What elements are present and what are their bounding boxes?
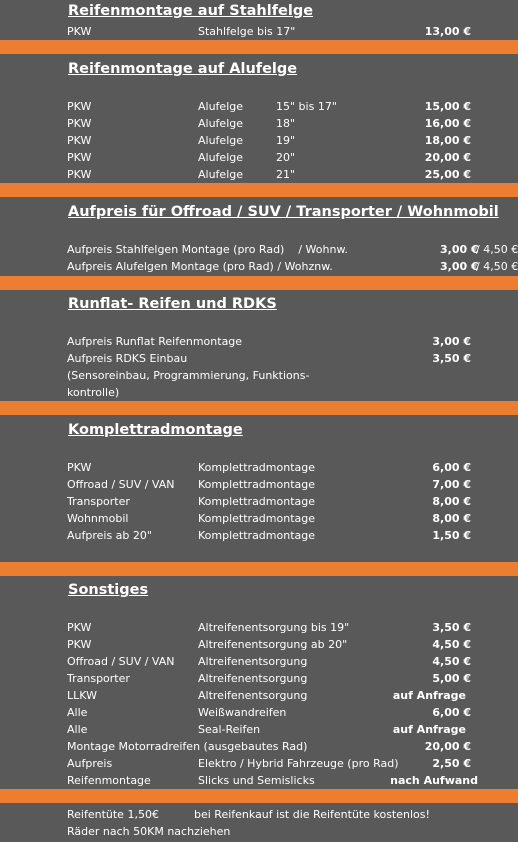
rim-type: Alufelge: [198, 117, 243, 130]
price-value: 6,00 €: [432, 461, 471, 474]
service-desc: Montage Motorradreifen (ausgebautes Rad): [67, 740, 308, 753]
price-value: 7,00 €: [432, 478, 471, 491]
service-desc: Altreifenentsorgung: [198, 689, 308, 702]
section-title-stahlfelge: Reifenmontage auf Stahlfelge: [68, 3, 314, 19]
price-row: [0, 772, 518, 789]
service-desc: Altreifenentsorgung ab 20": [198, 638, 348, 651]
vehicle-type: Transporter: [67, 672, 130, 685]
service-desc: Altreifenentsorgung: [198, 672, 308, 685]
vehicle-type: Offroad / SUV / VAN: [67, 655, 175, 668]
section-separator: [0, 789, 518, 803]
section-separator: [0, 562, 518, 576]
vehicle-type: Reifenmontage: [67, 774, 151, 787]
price-value: auf Anfrage: [392, 723, 466, 736]
footer-retighten-note: Räder nach 50KM nachziehen: [67, 825, 231, 838]
price-value: 18,00 €: [424, 134, 471, 147]
rim-type: Alufelge: [198, 100, 243, 113]
price-row: [0, 755, 518, 772]
service-desc: Komplettradmontage: [198, 478, 316, 491]
price-value: 2,50 €: [432, 757, 471, 770]
price-value: 1,50 €: [432, 529, 471, 542]
price-value: 8,00 €: [432, 495, 471, 508]
footer-bag-note: bei Reifenkauf ist die Reifentüte kostenlos!: [194, 808, 430, 821]
price-value: 13,00 €: [424, 25, 471, 38]
note-line: kontrolle): [67, 386, 120, 399]
rim-size: 21": [276, 168, 296, 181]
price-row: [0, 670, 518, 687]
price-row: [0, 166, 518, 183]
price-row: [0, 619, 518, 636]
price-value-alt: / 4,50 €: [476, 260, 518, 273]
service-desc: Altreifenentsorgung bis 19": [198, 621, 350, 634]
vehicle-type: PKW: [67, 25, 92, 38]
service-desc: Weißwandreifen: [198, 706, 287, 719]
service-desc: Komplettradmontage: [198, 461, 316, 474]
price-value: 4,50 €: [432, 655, 471, 668]
service-desc: Stahlfelge bis 17": [198, 25, 296, 38]
vehicle-type: PKW: [67, 134, 92, 147]
price-row: [0, 258, 518, 275]
price-value: 16,00 €: [424, 117, 471, 130]
price-row: [0, 721, 518, 738]
price-row: [0, 738, 518, 755]
rim-size: 19": [276, 134, 296, 147]
footer-row: [0, 806, 518, 823]
price-value: 3,50 €: [432, 621, 471, 634]
vehicle-type: Transporter: [67, 495, 130, 508]
section-title-komplettradmontage: Komplettradmontage: [68, 422, 243, 438]
price-value: 20,00 €: [424, 740, 471, 753]
rim-type: Alufelge: [198, 151, 243, 164]
price-value: 3,00 €: [432, 335, 471, 348]
service-desc: Elektro / Hybrid Fahrzeuge (pro Rad): [198, 757, 399, 770]
vehicle-type: Offroad / SUV / VAN: [67, 478, 175, 491]
section-title-sonstiges: Sonstiges: [68, 582, 149, 598]
price-value: 6,00 €: [432, 706, 471, 719]
section-title-runflat: Runflat- Reifen und RDKS: [68, 296, 277, 312]
price-value-alt: / 4,50 €: [476, 243, 518, 256]
rim-type: Alufelge: [198, 168, 243, 181]
vehicle-type: PKW: [67, 100, 92, 113]
price-row: [0, 333, 518, 350]
vehicle-type: Aufpreis ab 20": [67, 529, 152, 542]
price-value: 3,00 €: [440, 243, 479, 256]
price-row: [0, 149, 518, 166]
surcharge-desc: Aufpreis Alufelgen Montage (pro Rad) / Wohznw.: [67, 260, 333, 273]
vehicle-type: Alle: [67, 723, 88, 736]
price-row: [0, 98, 518, 115]
price-value: auf Anfrage: [392, 689, 466, 702]
price-value: 3,50 €: [432, 352, 471, 365]
rim-size: 20": [276, 151, 296, 164]
price-value: 20,00 €: [424, 151, 471, 164]
price-row: [0, 636, 518, 653]
price-value: 8,00 €: [432, 512, 471, 525]
section-title-alufelge: Reifenmontage auf Alufelge: [68, 61, 298, 77]
vehicle-type: Wohnmobil: [67, 512, 129, 525]
note-line: (Sensoreinbau, Programmierung, Funktions-: [67, 369, 310, 382]
service-desc: Aufpreis RDKS Einbau: [67, 352, 188, 365]
price-row: [0, 23, 518, 40]
price-row: [0, 350, 518, 367]
section-separator: [0, 276, 518, 290]
price-row: [0, 704, 518, 721]
rim-size: 15" bis 17": [276, 100, 337, 113]
section-separator: [0, 40, 518, 54]
vehicle-type: PKW: [67, 621, 92, 634]
service-desc: Slicks und Semislicks: [198, 774, 315, 787]
service-desc: Komplettradmontage: [198, 512, 316, 525]
vehicle-type: PKW: [67, 168, 92, 181]
price-value: 4,50 €: [432, 638, 471, 651]
price-row: [0, 241, 518, 258]
vehicle-type: PKW: [67, 151, 92, 164]
price-value: 5,00 €: [432, 672, 471, 685]
vehicle-type: LLKW: [67, 689, 97, 702]
price-row: [0, 132, 518, 149]
vehicle-type: Alle: [67, 706, 88, 719]
rim-type: Alufelge: [198, 134, 243, 147]
price-row: [0, 476, 518, 493]
price-row: [0, 510, 518, 527]
section-separator: [0, 401, 518, 415]
section-separator: [0, 183, 518, 197]
service-desc: Komplettradmontage: [198, 529, 316, 542]
price-row: [0, 493, 518, 510]
service-desc: Aufpreis Runflat Reifenmontage: [67, 335, 243, 348]
price-row: [0, 527, 518, 544]
surcharge-desc: Aufpreis Stahlfelgen Montage (pro Rad) / Wohnw.: [67, 243, 348, 256]
rim-size: 18": [276, 117, 296, 130]
price-row: [0, 653, 518, 670]
footer-bag-price: Reifentüte 1,50€: [67, 808, 159, 821]
price-value: nach Aufwand: [390, 774, 478, 787]
vehicle-type: PKW: [67, 638, 92, 651]
service-desc: Seal-Reifen: [198, 723, 261, 736]
service-desc: Komplettradmontage: [198, 495, 316, 508]
price-row: [0, 687, 518, 704]
vehicle-type: Aufpreis: [67, 757, 113, 770]
price-value: 15,00 €: [424, 100, 471, 113]
vehicle-type: PKW: [67, 461, 92, 474]
section-title-aufpreis-offroad: Aufpreis für Offroad / SUV / Transporter / Wohnmobil: [68, 204, 499, 220]
price-value: 3,00 €: [440, 260, 479, 273]
footer-row: [0, 823, 518, 840]
price-value: 25,00 €: [424, 168, 471, 181]
service-desc: Altreifenentsorgung: [198, 655, 308, 668]
vehicle-type: PKW: [67, 117, 92, 130]
price-row: [0, 115, 518, 132]
price-row: [0, 459, 518, 476]
